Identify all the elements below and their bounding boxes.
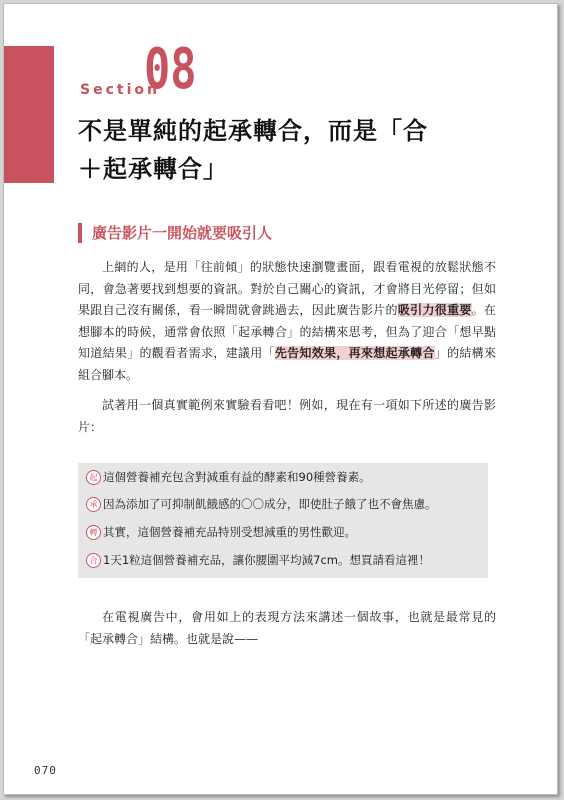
page-number: 070 [34, 764, 57, 777]
book-page [3, 3, 558, 795]
section-label: Section [80, 82, 160, 98]
badge-zhuan: 轉 [86, 525, 101, 540]
para3-text: 在電視廣告中，會用如上的表現方法來講述一個故事，也就是最常見的「起承轉合」結構。也就是說—— [78, 610, 496, 646]
subheading [78, 222, 272, 243]
title-line-1: 不是單純的起承轉合，而是「合 [78, 116, 428, 145]
section-number: 08 [144, 37, 197, 102]
para1-text-a: 上網的人，是用「往前傾」的狀態快速瀏覽畫面，跟看電視的放鬆狀態不同，會急著要找到想要的資訊。對於自己關心的資訊，才會將目光停留；但如果跟自己沒有關係，看一瞬間就會跳過去，因此廣告影片的 [78, 260, 496, 317]
example-text-3: 其實，這個營養補充品特別受想減重的男性歡迎。 [103, 525, 356, 539]
badge-qi: 起 [86, 470, 101, 485]
title-line-2: ＋起承轉合」 [78, 154, 228, 183]
highlight-2: 先告知效果，再來想起承轉合 [274, 346, 435, 360]
paragraph-1 [78, 257, 496, 386]
paragraph-3 [78, 607, 496, 650]
example-text-4: 1天1粒這個營養補充品，讓你腰圍平均減7cm。想買請看這裡！ [103, 553, 430, 567]
example-text-2: 因為添加了可抑制飢餓感的〇〇成分，即使肚子餓了也不會焦慮。 [103, 497, 437, 511]
example-line-1 [86, 469, 371, 485]
section-color-block [4, 46, 54, 183]
subheading-bar [78, 223, 82, 243]
highlight-1: 吸引力很重要 [397, 303, 472, 317]
page-title [78, 112, 518, 188]
paragraph-2 [78, 395, 496, 438]
badge-cheng: 承 [86, 497, 101, 512]
example-box [78, 463, 488, 578]
badge-he: 合 [86, 553, 101, 568]
example-line-4 [86, 552, 430, 568]
subheading-text: 廣告影片一開始就要吸引人 [92, 224, 273, 242]
example-line-3 [86, 524, 356, 540]
para1-text-b: 。在想腳本的時候，通常會依照「起承轉合」的結構來思考，但為了迎合「想早點知道結果」的觀看者需求，建議用「 [78, 303, 496, 360]
example-text-1: 這個營養補充包含對減重有益的酵素和90種營養素。 [103, 470, 371, 484]
example-line-2 [86, 496, 437, 512]
para2-text: 試著用一個真實範例來實驗看看吧！例如，現在有一項如下所述的廣告影片： [78, 398, 496, 434]
para1-text-c: 」的結構來組合腳本。 [78, 346, 496, 382]
